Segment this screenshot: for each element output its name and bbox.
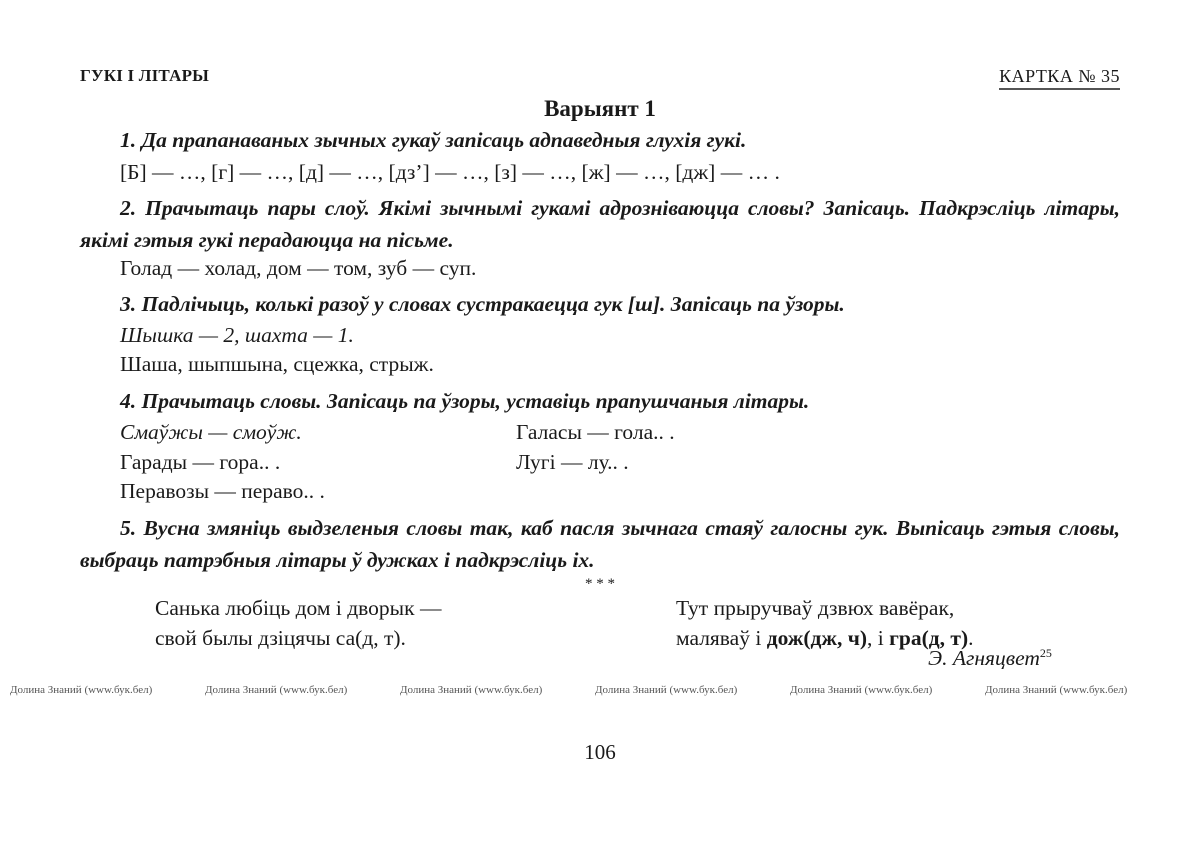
task-4-word: Лугі — лу.. . bbox=[516, 450, 629, 474]
task-5-title: 5. Вусна змяніць выдзеленыя словы так, каб пасля зычнага стаяў галосны гук. Выпісаць гэтыя словы, выбраць патрэбныя літары ў дужках і падкрэсліць іх. bbox=[80, 516, 1120, 572]
author-name: Э. Агняцвет bbox=[928, 646, 1040, 671]
watermark-text: Долина Знаний (www.бук.бел) bbox=[400, 684, 543, 696]
variant-heading: Варыянт 1 bbox=[544, 96, 656, 121]
text: маляваў і bbox=[676, 626, 767, 650]
task-4-title: 4. Прачытаць словы. Запісаць па ўзоры, уставіць прапушчаныя літары. bbox=[120, 389, 810, 413]
poem-line: Санька любіць дом і дворык — bbox=[155, 596, 442, 620]
text: . bbox=[968, 626, 974, 650]
poem-line: свой былы дзіцячы са(д, т). bbox=[155, 626, 406, 650]
watermark-text: Долина Знаний (www.бук.бел) bbox=[595, 684, 738, 696]
stars-divider: * * * bbox=[585, 576, 615, 592]
watermark-text: Долина Знаний (www.бук.бел) bbox=[10, 684, 153, 696]
task-3-example: Шышка — 2, шахта — 1. bbox=[120, 323, 354, 347]
task-3-text: Шаша, шыпшына, сцежка, стрыж. bbox=[120, 352, 434, 376]
watermark-text: Долина Знаний (www.бук.бел) bbox=[205, 684, 348, 696]
card-number: КАРТКА № 35 bbox=[999, 66, 1120, 90]
text: , і bbox=[867, 626, 890, 650]
task-3-title: 3. Падлічыць, колькі разоў у словах сустракаецца гук [ш]. Запісаць па ўзоры. bbox=[120, 292, 845, 316]
task-2-text: Голад — холад, дом — том, зуб — суп. bbox=[120, 256, 477, 280]
bold-word: дож(дж, ч) bbox=[766, 626, 868, 650]
page-number: 106 bbox=[584, 740, 616, 764]
watermark-text: Долина Знаний (www.бук.бел) bbox=[790, 684, 933, 696]
section-title: ГУКІ І ЛІТАРЫ bbox=[80, 66, 210, 85]
task-4-word: Перавозы — пераво.. . bbox=[120, 479, 325, 503]
task-1-text: [Б] — …, [г] — …, [д] — …, [дз’] — …, [з] — …, [ж] — …, [дж] — … . bbox=[120, 160, 780, 184]
task-4-word: Галасы — гола.. . bbox=[516, 420, 675, 444]
poem-author bbox=[928, 646, 1052, 671]
task-4-example: Смаўжы — смоўж. bbox=[120, 420, 302, 444]
footnote-mark: 25 bbox=[1039, 646, 1052, 660]
task-4-word: Гарады — гора.. . bbox=[120, 450, 281, 474]
watermark-text: Долина Знаний (www.бук.бел) bbox=[985, 684, 1128, 696]
task-1-title: 1. Да прапанаваных зычных гукаў запісаць адпаведныя глухія гукі. bbox=[120, 128, 747, 152]
bold-word: гра(д, т) bbox=[889, 626, 969, 650]
task-2-title: 2. Прачытаць пары слоў. Якімі зычнымі гукамі адрозніваюцца словы? Запісаць. Падкрэсліць літары, якімі гэтыя гукі перадаюцца на пісьме. bbox=[80, 196, 1120, 252]
poem-line: Тут прыручваў дзвюх вавёрак, bbox=[676, 596, 955, 620]
